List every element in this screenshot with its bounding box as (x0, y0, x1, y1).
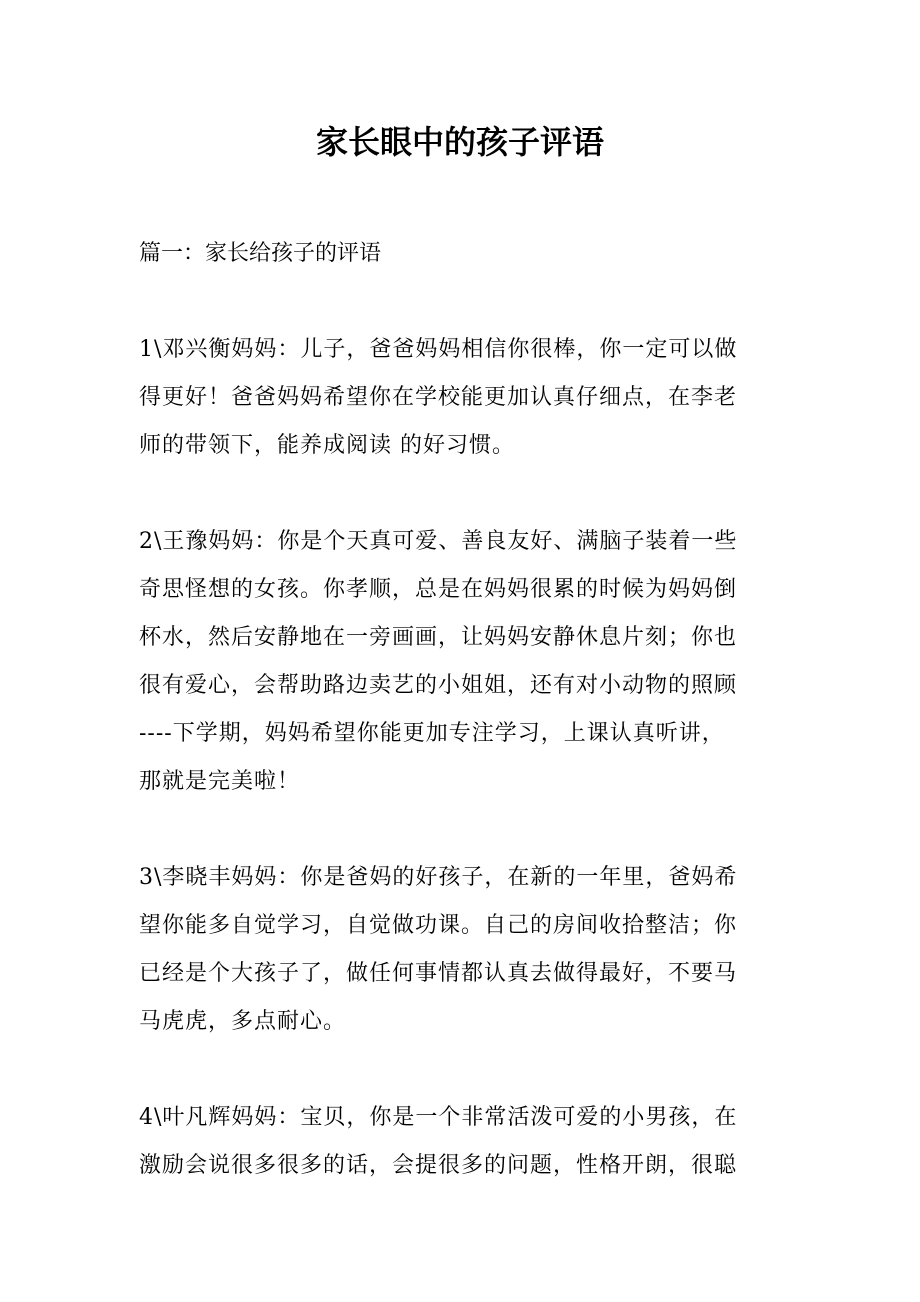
section-heading: 篇一：家长给孩子的评语 (139, 241, 382, 266)
paragraph-line: 3\李晓丰妈妈：你是爸妈的好孩子，在新的一年里，爸妈希 (139, 865, 738, 890)
paragraph-4 (139, 1094, 799, 1190)
paragraph-line: 望你能多自觉学习，自觉做功课。自己的房间收拾整洁；你 (139, 913, 738, 938)
paragraph-line: 杯水，然后安静地在一旁画画，让妈妈安静休息片刻；你也 (139, 625, 738, 650)
paragraph-line: 那就是完美啦！ (139, 769, 301, 794)
paragraph-line: 4\叶凡辉妈妈：宝贝，你是一个非常活泼可爱的小男孩，在 (139, 1105, 738, 1130)
paragraph-line: 1\邓兴衡妈妈：儿子，爸爸妈妈相信你很棒，你一定可以做 (139, 337, 738, 362)
document-body (139, 230, 799, 1238)
paragraph-line: 师的带领下，能养成阅读 的好习惯。 (139, 433, 515, 458)
paragraph-3 (139, 854, 799, 1046)
paragraph-line: 激励会说很多很多的话，会提很多的问题，性格开朗，很聪 (139, 1153, 738, 1178)
paragraph-2 (139, 518, 799, 806)
paragraph-line: 已经是个大孩子了，做任何事情都认真去做得最好，不要马 (139, 961, 738, 986)
paragraph-1 (139, 326, 799, 470)
paragraph-line: 得更好！爸爸妈妈希望你在学校能更加认真仔细点，在李老 (139, 385, 738, 410)
paragraph-line: 奇思怪想的女孩。你孝顺，总是在妈妈很累的时候为妈妈倒 (139, 577, 738, 602)
paragraph-line: ----下学期，妈妈希望你能更加专注学习，上课认真听讲， (139, 721, 725, 746)
page-title: 家长眼中的孩子评语 (315, 123, 604, 161)
paragraph-line: 马虎虎，多点耐心。 (139, 1009, 347, 1034)
paragraph-line: 很有爱心，会帮助路边卖艺的小姐姐，还有对小动物的照顾 (139, 673, 738, 698)
paragraph-line: 2\王豫妈妈：你是个天真可爱、善良友好、满脑子装着一些 (139, 529, 738, 554)
